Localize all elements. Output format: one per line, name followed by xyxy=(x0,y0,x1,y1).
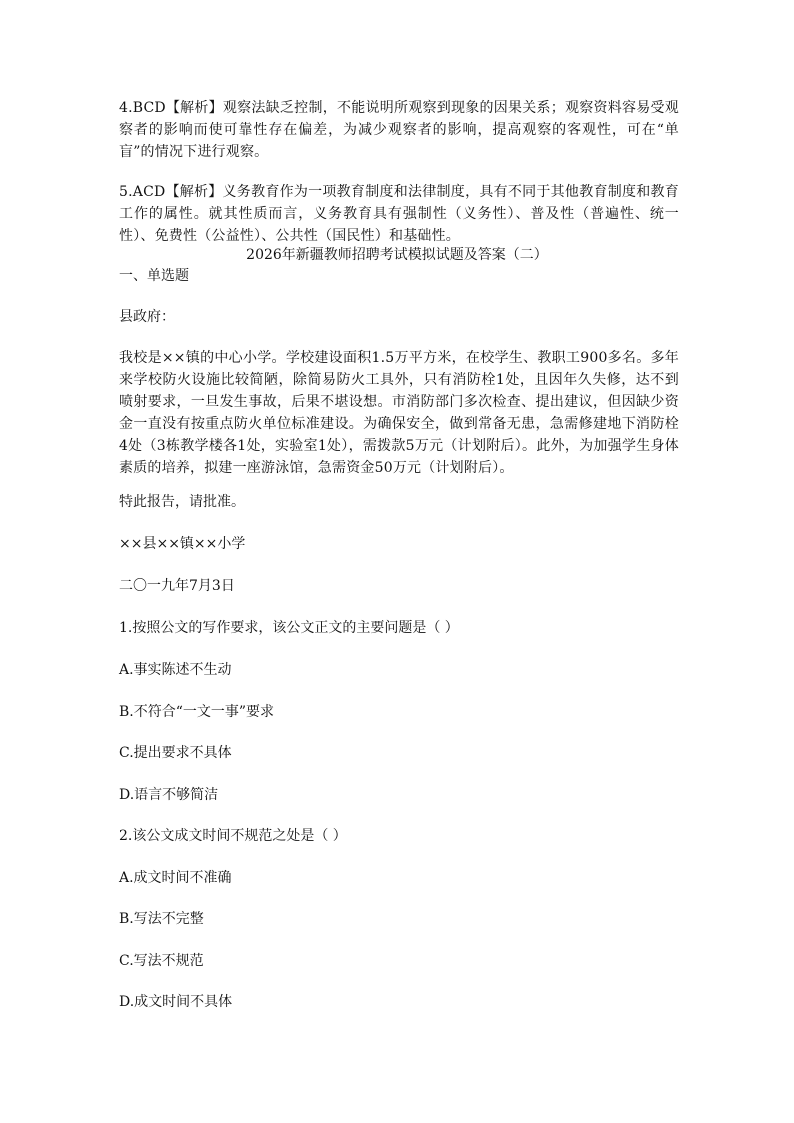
question-1-option-c: C.提出要求不具体 xyxy=(119,745,232,761)
question-2-option-b: B.写法不完整 xyxy=(119,911,204,927)
question-1-option-d: D.语言不够简洁 xyxy=(119,787,219,803)
letter-date: 二〇一九年7月3日 xyxy=(119,578,235,594)
question-1-stem: 1.按照公文的写作要求，该公文正文的主要问题是（ ） xyxy=(119,620,459,636)
letter-closing: 特此报告，请批准。 xyxy=(119,494,245,510)
question-1-option-b: B.不符合“一文一事”要求 xyxy=(119,704,275,720)
analysis-q4: 4.BCD【解析】观察法缺乏控制，不能说明所观察到现象的因果关系；观察资料容易受观察者的影响而使可靠性存在偏差，为减少观察者的影响，提高观察的客观性，可在“单盲”的情况下进行观察。 xyxy=(119,100,679,160)
question-2-option-a: A.成文时间不准确 xyxy=(119,870,232,886)
question-2-option-d: D.成文时间不具体 xyxy=(119,994,233,1010)
letter-salutation: 县政府： xyxy=(119,309,175,325)
analysis-q5: 5.ACD【解析】义务教育作为一项教育制度和法律制度，具有不同于其他教育制度和教育工作的属性。就其性质而言，义务教育具有强制性（义务性）、普及性（普遍性、统一性）、免费性（公益性）、公共性（国民性）和基础性。 xyxy=(119,184,679,244)
section-heading: 一、单选题 xyxy=(119,268,189,284)
letter-signature: ××县××镇××小学 xyxy=(119,536,246,552)
letter-body: 我校是××镇的中心小学。学校建设面积1.5万平方米，在校学生、教职工900多名。多年来学校防火设施比较简陋，除简易防火工具外，只有消防栓1处，且因年久失修，达不到喷射要求，一旦发生事故，后果不堪设想。市消防部门多次检查、提出建议，但因缺少资金一直没有按重点防火单位标准建设。为确保安全，做到常备无患，急需修建地下消防栓4处（3栋教学楼各1处，实验室1处），需拨款5万元（计划附后）。此外，为加强学生身体素质的培养，拟建一座游泳馆，急需资金50万元（计划附后）。 xyxy=(119,350,679,476)
question-2-stem: 2.该公文成文时间不规范之处是（ ） xyxy=(119,828,347,844)
question-1-option-a: A.事实陈述不生动 xyxy=(119,662,232,678)
exam-title: 2026年新疆教师招聘考试模拟试题及答案（二） xyxy=(246,247,548,263)
question-2-option-c: C.写法不规范 xyxy=(119,953,204,969)
